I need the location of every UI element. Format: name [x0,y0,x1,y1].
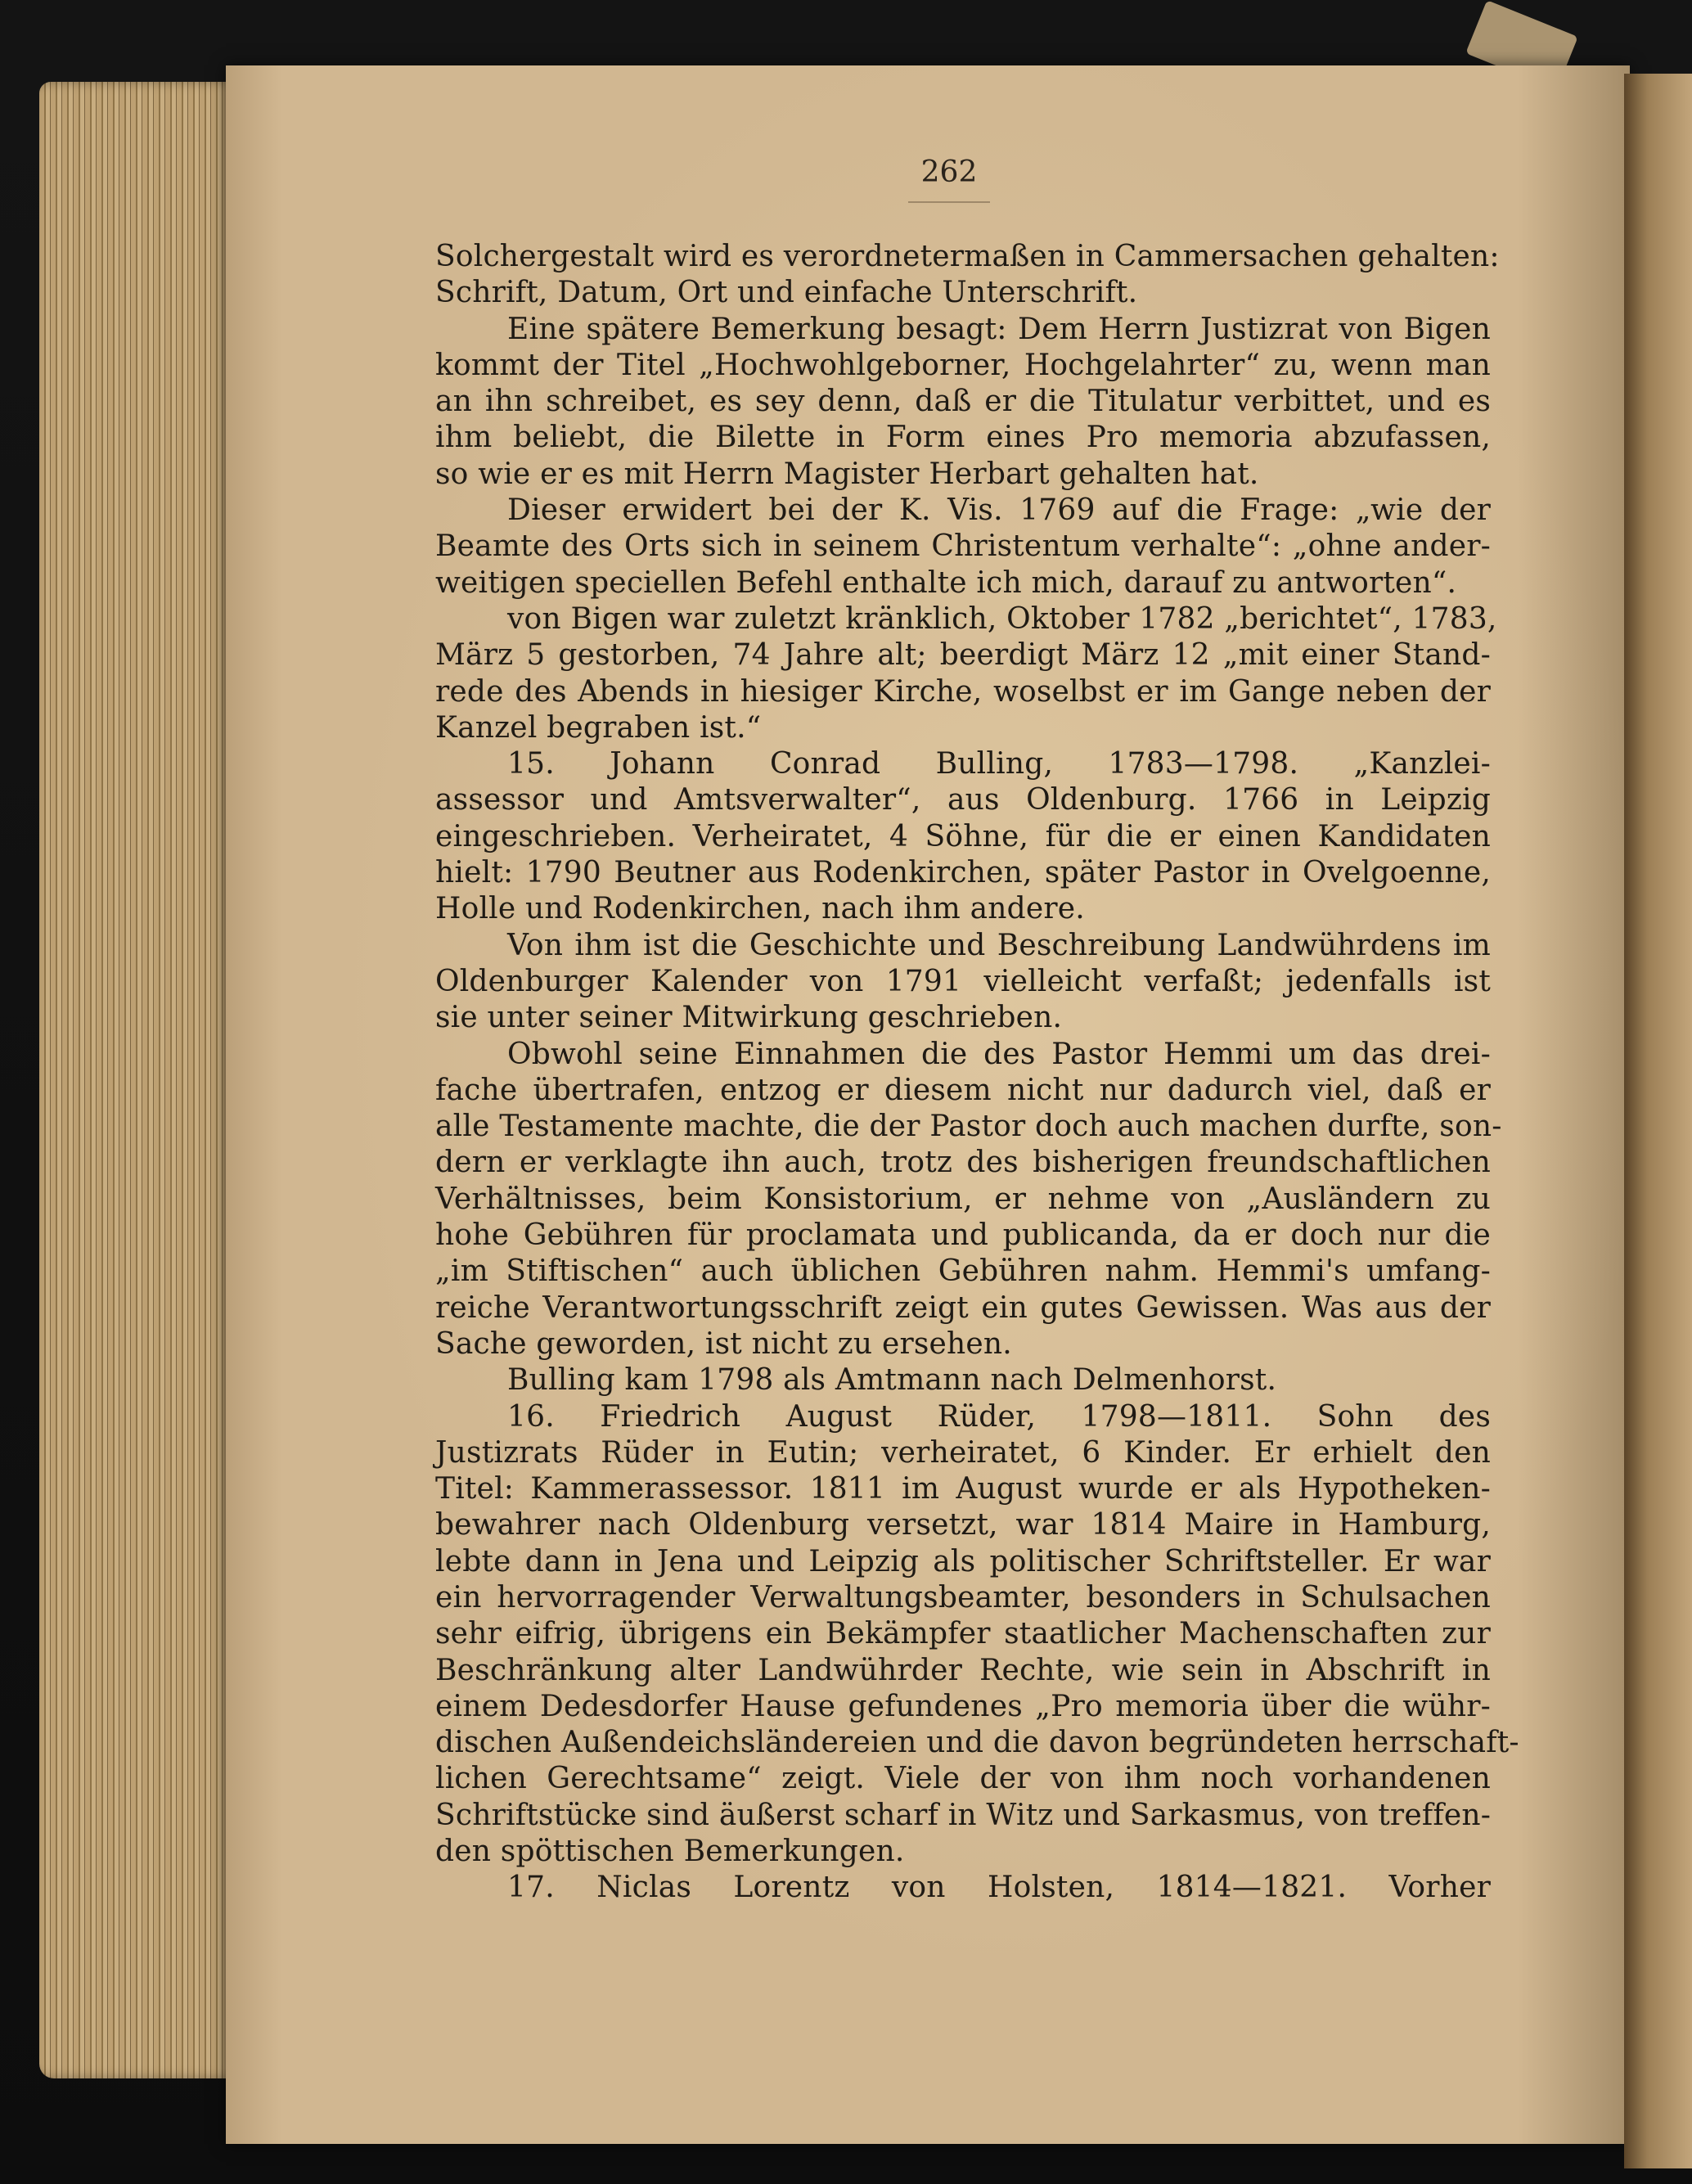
text-line: Beamte des Orts sich in seinem Christentum verhalte“: „ohne ander- [435,529,1491,564]
text-line: 15. Johann Conrad Bulling, 1783—1798. „Kanzlei- [507,747,1491,781]
body-text [435,239,1519,1907]
text-line: Sache geworden, ist nicht zu ersehen. [435,1326,1012,1361]
text-line: Dieser erwidert bei der K. Vis. 1769 auf die Frage: „wie der [507,493,1491,528]
text-line: dischen Außendeichsländereien und die davon begründeten herrschaft- [435,1726,1519,1760]
text-line: Solchergestalt wird es verordnetermaßen in Cammersachen gehalten: [435,240,1500,273]
text-line: rede des Abends in hiesiger Kirche, woselbst er im Gange neben der [435,674,1491,709]
page-number: 262 [920,155,978,189]
text-line: hohe Gebühren für proclamata und publicanda, da er doch nur die [435,1218,1491,1253]
text-line: Schriftstücke sind äußerst scharf in Witz und Sarkasmus, von treffen- [435,1798,1492,1832]
text-line: kommt der Titel „Hochwohlgeborner, Hochgelahrter“ zu, wenn man [435,348,1491,382]
text-line: Bulling kam 1798 als Amtmann nach Delmenhorst. [507,1363,1277,1398]
text-line: lichen Gerechtsame“ zeigt. Viele der von ihm noch vorhandenen [435,1762,1491,1796]
text-line: an ihn schreibet, es sey denn, daß er die Titulatur verbittet, und es [435,385,1491,419]
text-line: Schrift, Datum, Ort und einfache Unterschrift. [435,276,1138,310]
text-line: weitigen speciellen Befehl enthalte ich mich, darauf zu antworten“. [435,565,1457,600]
text-line: so wie er es mit Herrn Magister Herbart gehalten hat. [435,457,1259,491]
text-line: reiche Verantwortungsschrift zeigt ein gutes Gewissen. Was aus der [435,1290,1491,1325]
text-line: Verhältnisses, beim Konsistorium, er nehme von „Ausländern zu [435,1182,1491,1216]
text-line: Eine spätere Bemerkung besagt: Dem Herrn Justizrat von Bigen [507,312,1491,346]
text-line: Oldenburger Kalender von 1791 vielleicht verfaßt; jedenfalls ist [435,964,1491,998]
text-line: Beschränkung alter Landwührder Rechte, wie sein in Abschrift in [435,1653,1491,1687]
text-line: eingeschrieben. Verheiratet, 4 Söhne, für die er einen Kandidaten [435,819,1491,853]
text-line: hielt: 1790 Beutner aus Rodenkirchen, später Pastor in Ovelgoenne, [435,856,1491,890]
text-line: Von ihm ist die Geschichte und Beschreibung Landwührdens im [507,928,1491,962]
text-line: den spöttischen Bemerkungen. [435,1835,905,1869]
text-line: dern er verklagte ihn auch, trotz des bisherigen freundschaftlichen [435,1146,1491,1180]
text-line: einem Dedesdorfer Hause gefundenes „Pro memoria über die wühr- [435,1689,1491,1723]
text-line: von Bigen war zuletzt kränklich, Oktober 1782 „berichtet“, 1783, [507,601,1497,636]
text-line: sie unter seiner Mitwirkung geschrieben. [435,1001,1063,1035]
page-block-edges [39,82,236,2078]
text-line: Titel: Kammerassessor. 1811 im August wurde er als Hypotheken- [435,1472,1491,1506]
text-line: Holle und Rodenkirchen, nach ihm andere. [435,892,1085,926]
text-line: 16. Friedrich August Rüder, 1798—1811. Sohn des [507,1399,1491,1434]
text-line: Justizrats Rüder in Eutin; verheiratet, 6 Kinder. Er erhielt den [435,1435,1491,1470]
text-line: „im Stiftischen“ auch üblichen Gebühren nahm. Hemmi's umfang- [435,1254,1491,1289]
text-line: fache übertrafen, entzog er diesem nicht nur dadurch viel, daß er [435,1073,1491,1107]
text-line: Obwohl seine Einnahmen die des Pastor Hemmi um das drei- [507,1037,1491,1071]
text-line: ein hervorragender Verwaltungsbeamter, besonders in Schulsachen [435,1580,1491,1614]
text-line: alle Testamente machte, die der Pastor doch auch machen durfte, son- [435,1110,1502,1144]
text-line: assessor und Amtsverwalter“, aus Oldenburg. 1766 in Leipzig [435,783,1491,817]
book-gutter [1624,74,1692,2168]
page-number-rule [908,201,990,203]
text-line: März 5 gestorben, 74 Jahre alt; beerdigt März 12 „mit einer Stand- [435,638,1491,673]
text-line: lebte dann in Jena und Leipzig als politischer Schriftsteller. Er war [435,1544,1491,1578]
text-line: ihm beliebt, die Bilette in Form eines Pro memoria abzufassen, [435,421,1491,455]
text-line: sehr eifrig, übrigens ein Bekämpfer staatlicher Machenschaften zur [435,1617,1491,1651]
text-line: bewahrer nach Oldenburg versetzt, war 1814 Maire in Hamburg, [435,1508,1491,1542]
text-line: 17. Niclas Lorentz von Holsten, 1814—1821. Vorher [507,1871,1491,1905]
text-line: Kanzel begraben ist.“ [435,710,762,745]
